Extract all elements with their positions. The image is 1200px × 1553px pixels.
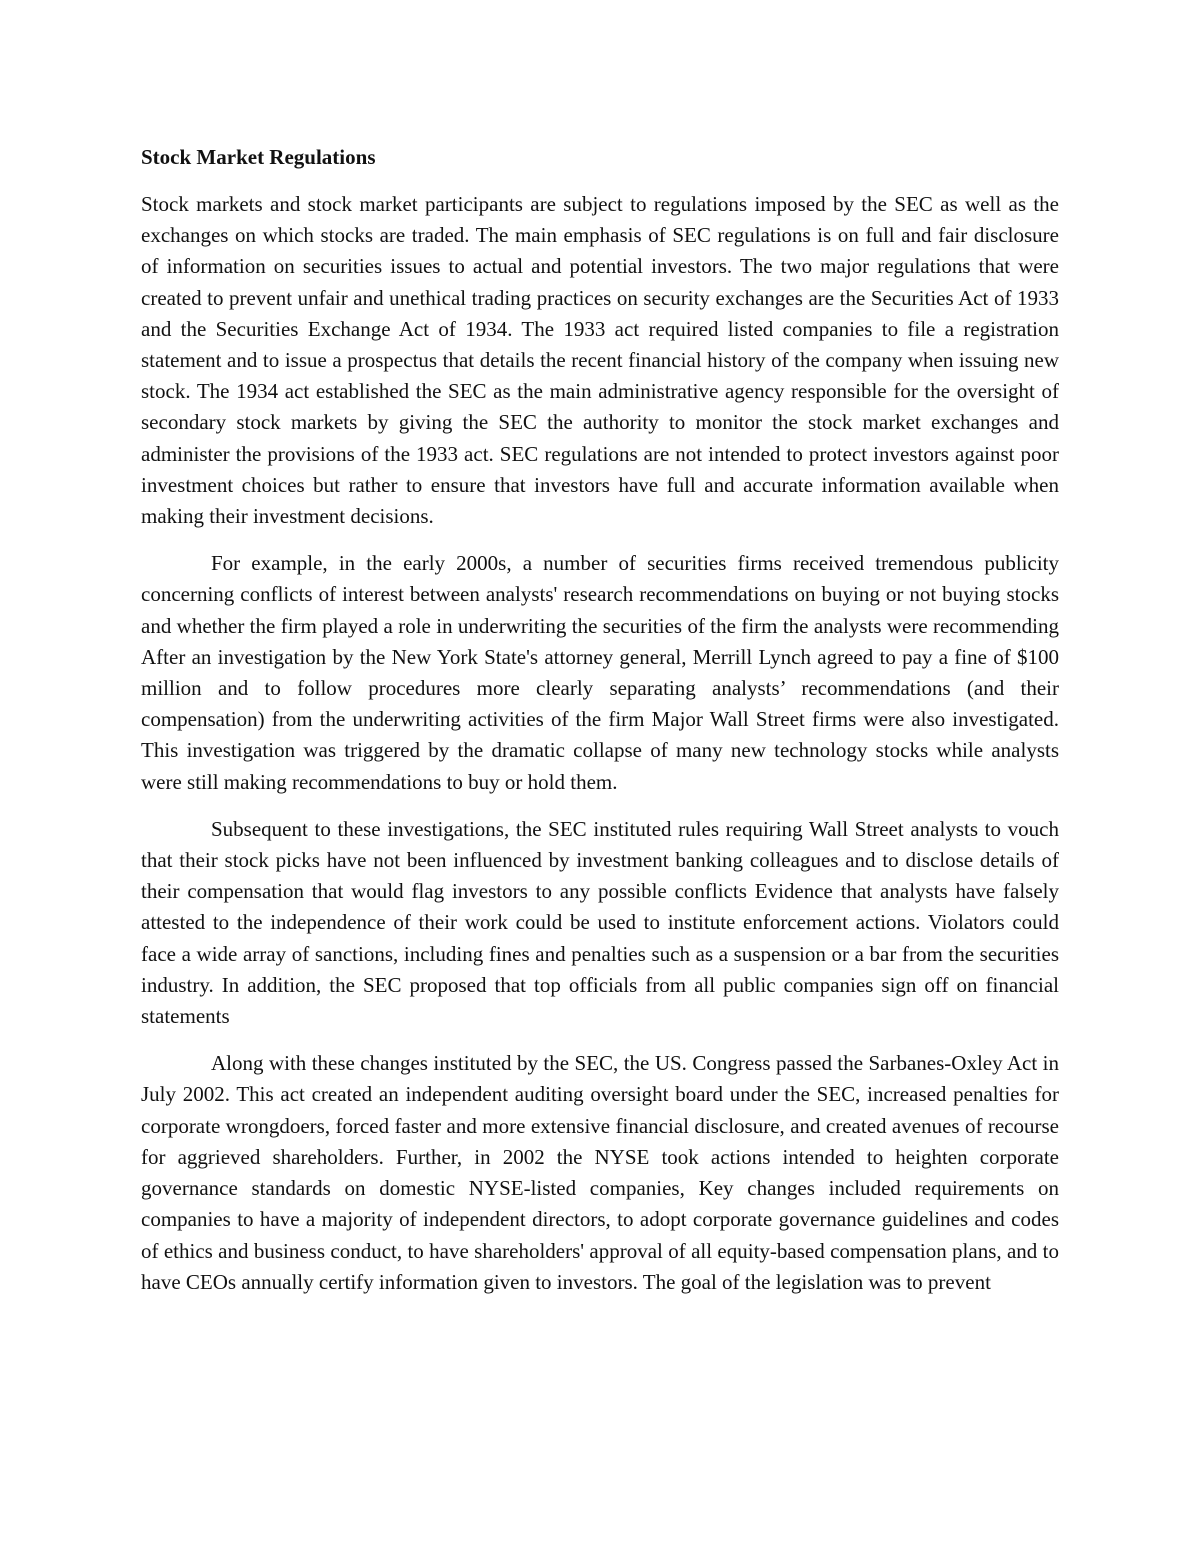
- paragraph-sarbanes-oxley: Along with these changes instituted by the SEC, the US. Congress passed the Sarbanes-Oxley Act in July 2002. This act created an independent auditing oversight board under the SEC, increased penalties for corporate wrongdoers, forced faster and more extensive financial disclosure, and created avenues of recourse for aggrieved shareholders. Further, in 2002 the NYSE took actions intended to heighten corporate governance standards on domestic NYSE-listed companies, Key changes included requirements on companies to have a majority of independent directors, to adopt corporate governance guidelines and codes of ethics and business conduct, to have shareholders' approval of all equity-based compensation plans, and to have CEOs annually certify information given to investors. The goal of the legislation was to prevent: [141, 1051, 1059, 1294]
- document-title: Stock Market Regulations: [141, 145, 376, 169]
- document-page: [141, 142, 1059, 1314]
- paragraph-example: For example, in the early 2000s, a number of securities firms received tremendous publicity concerning conflicts of interest between analysts' research recommendations on buying or not buying stocks and whether the firm played a role in underwriting the securities of the firm the analysts were recommending After an investigation by the New York State's attorney general, Merrill Lynch agreed to pay a fine of $100 million and to follow procedures more clearly separating analysts’ recommendations (and their compensation) from the underwriting activities of the firm Major Wall Street firms were also investigated. This investigation was triggered by the dramatic collapse of many new technology stocks while analysts were still making recommendations to buy or hold them.: [141, 551, 1059, 794]
- paragraph-sec-rules: Subsequent to these investigations, the SEC instituted rules requiring Wall Street analysts to vouch that their stock picks have not been influenced by investment banking colleagues and to disclose details of their compensation that would flag investors to any possible conflicts Evidence that analysts have falsely attested to the independence of their work could be used to institute enforcement actions. Violators could face a wide array of sanctions, including fines and penalties such as a suspension or a bar from the securities industry. In addition, the SEC proposed that top officials from all public companies sign off on financial statements: [141, 816, 1059, 1029]
- paragraph-intro: Stock markets and stock market participants are subject to regulations imposed by the SEC as well as the exchanges on which stocks are traded. The main emphasis of SEC regulations is on full and fair disclosure of information on securities issues to actual and potential investors. The two major regulations that were created to prevent unfair and unethical trading practices on security exchanges are the Securities Act of 1933 and the Securities Exchange Act of 1934. The 1933 act required listed companies to file a registration statement and to issue a prospectus that details the recent financial history of the company when issuing new stock. The 1934 act established the SEC as the main administrative agency responsible for the oversight of secondary stock markets by giving the SEC the authority to monitor the stock market exchanges and administer the provisions of the 1933 act. SEC regulations are not intended to protect investors against poor investment choices but rather to ensure that investors have full and accurate information available when making their investment decisions.: [141, 192, 1059, 529]
